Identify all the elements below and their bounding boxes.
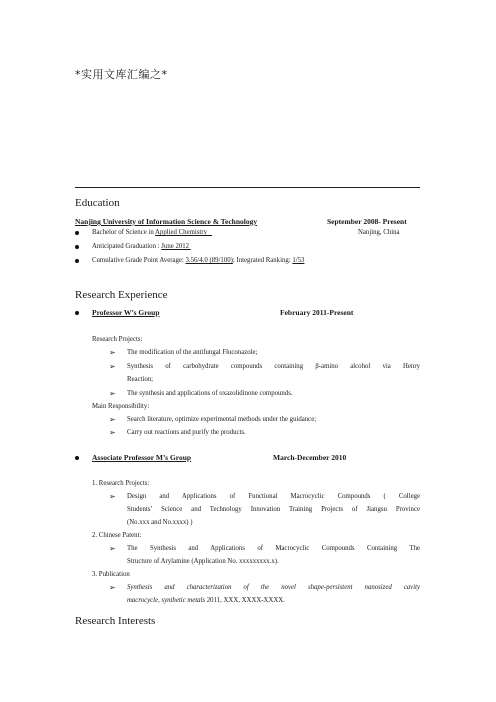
projects-label: Research Projects:: [92, 336, 143, 343]
interests-heading: Research Interests: [75, 615, 156, 627]
degree-line: Bachelor of Science in Applied Chemistry: [92, 229, 207, 236]
project-item: Design and Applications of Functional Macrocyclic Compounds ( College: [127, 493, 420, 500]
bullet-icon: [75, 259, 79, 263]
gpa-line: Cumulative Grade Point Average: 3.56/4.0 (89/100); Integrated Ranking: 1/53: [92, 257, 305, 264]
arrow-bullet-icon: ➢: [109, 492, 116, 501]
arrow-bullet-icon: ➢: [109, 583, 116, 592]
research-heading: Research Experience: [75, 289, 168, 301]
section-divider: [75, 187, 420, 188]
arrow-bullet-icon: ➢: [109, 389, 116, 398]
patent-item: The Synthesis and Applications of Macrocyclic Compounds Containing The: [127, 545, 420, 552]
school-name: Nanjing University of Information Science & Technology: [75, 217, 258, 226]
publication-citation: macrocycle, synthetic metals 2011, XXX, XXXX-XXXX.: [127, 597, 285, 604]
projects-label: 1. Research Projects:: [92, 480, 150, 487]
responsibility-item: Carry out reactions and purify the products.: [127, 429, 246, 436]
school-date: September 2008- Present: [327, 217, 407, 226]
bullet-icon: [75, 311, 79, 315]
project-item: The synthesis and applications of oxazolidinone compounds.: [127, 390, 293, 397]
arrow-bullet-icon: ➢: [109, 428, 116, 437]
publication-label: 3. Publication: [92, 571, 130, 578]
patent-item-cont: Structure of Arylamine (Application No. xxxxxxxxx.x).: [127, 558, 279, 565]
arrow-bullet-icon: ➢: [109, 362, 116, 371]
responsibility-label: Main Responsibility:: [92, 403, 150, 410]
bullet-icon: [75, 245, 79, 249]
project-item: Synthesis of carbohydrate compounds containing β-amino alcohol via Henry: [127, 363, 420, 370]
degree-location: Nanjing, China: [358, 229, 400, 236]
group1-name: Professor W’s Group: [92, 308, 160, 317]
bullet-icon: [75, 456, 79, 460]
group2-name: Associate Professor M’s Group: [92, 453, 192, 462]
graduation-line: Anticipated Graduation : June 2012: [92, 243, 190, 250]
publication-title: Synthesis and characterization of the novel shape-persistent nanosized cavity: [127, 584, 420, 591]
arrow-bullet-icon: ➢: [109, 544, 116, 553]
arrow-bullet-icon: ➢: [109, 415, 116, 424]
project-item-cont: Students’ Science and Technology Innovation Training Projects of Jiangsu Province: [127, 506, 420, 513]
arrow-bullet-icon: ➢: [109, 348, 116, 357]
responsibility-item: Search literature, optimize experimental methods under the guidance;: [127, 416, 317, 423]
document-header: *实用文库汇编之*: [75, 68, 168, 81]
group2-date: March-December 2010: [273, 453, 347, 462]
project-item: The modification of the antifungal Fluconazole;: [127, 349, 258, 356]
patent-label: 2. Chinese Patent:: [92, 532, 142, 539]
group1-date: February 2011-Present: [280, 308, 354, 317]
project-item-cont: Reaction;: [127, 376, 154, 383]
education-heading: Education: [75, 197, 120, 209]
project-item-cont: (No.xxx and No.xxxx) ): [127, 519, 193, 526]
bullet-icon: [75, 231, 79, 235]
